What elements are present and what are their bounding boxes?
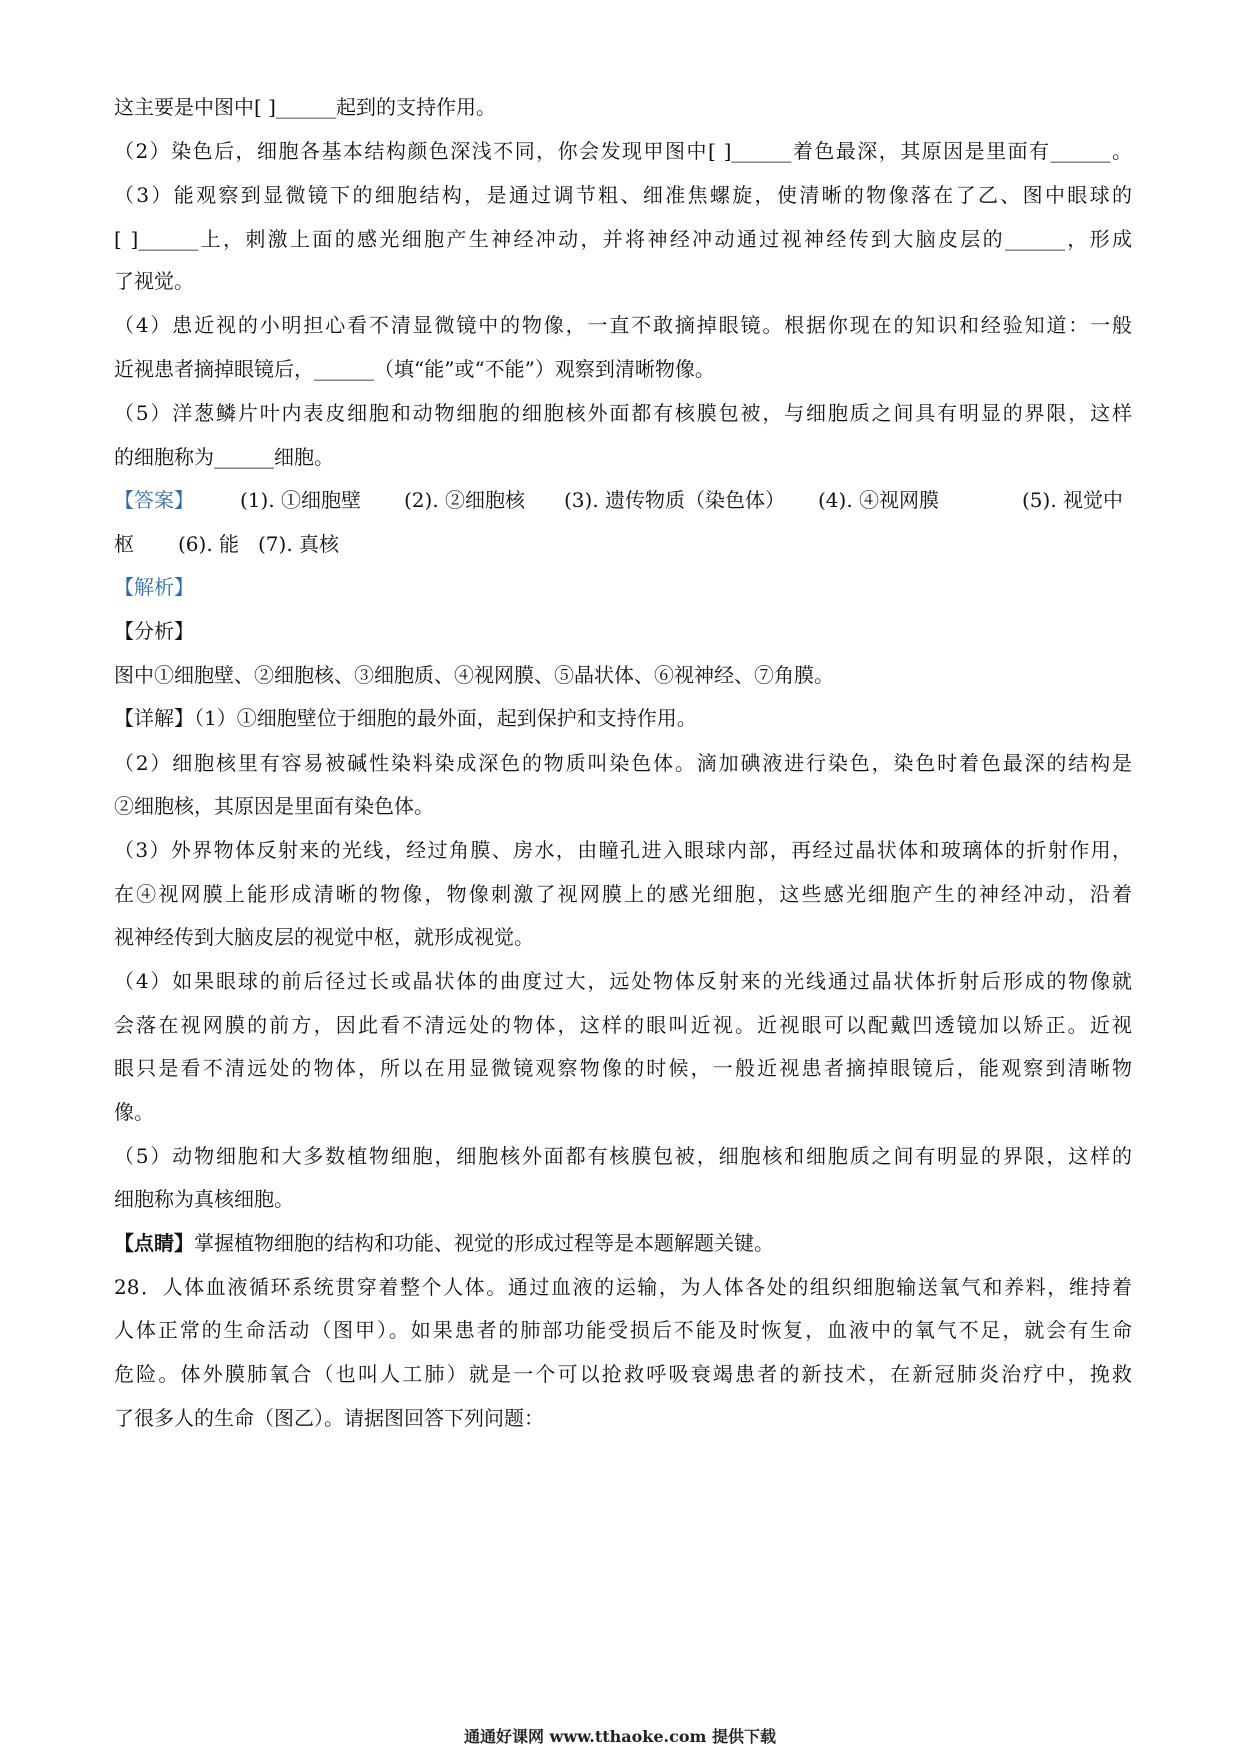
text-line: （3）能观察到显微镜下的细胞结构，是通过调节粗、细准焦螺旋，使清晰的物像落在了乙、图中眼球的 <box>114 183 1132 207</box>
answer-item: (1). ①细胞壁 <box>240 488 362 512</box>
key-point-tag: 【点睛】 <box>114 1231 194 1255</box>
question-line: 危险。体外膜肺氧合（也叫人工肺）就是一个可以抢救呼吸衰竭患者的新技术，在新冠肺炎治疗中，挽救 <box>114 1362 1132 1386</box>
text-line: （4）患近视的小明担心看不清显微镜中的物像，一直不敢摘掉眼镜。根据你现在的知识和经验知道：一般 <box>114 313 1132 337</box>
section-heading: 【分析】 <box>114 619 194 643</box>
text-line: （5）洋葱鳞片叶内表皮细胞和动物细胞的细胞核外面都有核膜包被，与细胞质之间具有明显的界限，这样 <box>114 401 1132 425</box>
answer-tag: 【答案】 <box>114 488 194 512</box>
text-line: 近视患者摘掉眼镜后，______（填“能”或“不能”）观察到清晰物像。 <box>114 357 715 381</box>
key-point-line <box>114 1228 1132 1258</box>
text-line: 视神经传到大脑皮层的视觉中枢，就形成视觉。 <box>114 925 534 949</box>
answer-item: (5). 视觉中 <box>1022 488 1124 512</box>
text-line: （2）染色后，细胞各基本结构颜色深浅不同，你会发现甲图中[ ]______着色最深，其原因是里面有______。 <box>114 139 1132 163</box>
answer-item: (2). ②细胞核 <box>404 488 526 512</box>
text-line: 在④视网膜上能形成清晰的物像，物像刺激了视网膜上的感光细胞，这些感光细胞产生的神经冲动，沿着 <box>114 882 1132 906</box>
text-line: 像。 <box>114 1100 154 1124</box>
answer-item: (3). 遗传物质（染色体） <box>564 488 786 512</box>
answer-line-continued <box>114 529 1132 559</box>
analysis-heading: 【解析】 <box>114 575 194 599</box>
text-line: ②细胞核，其原因是里面有染色体。 <box>114 794 434 818</box>
answer-item: (6). 能 <box>178 532 240 556</box>
text-line: 了视觉。 <box>114 269 194 293</box>
text-line: 图中①细胞壁、②细胞核、③细胞质、④视网膜、⑤晶状体、⑥视神经、⑦角膜。 <box>114 663 834 687</box>
text-line: 眼只是看不清远处的物体，所以在用显微镜观察物像的时候，一般近视患者摘掉眼镜后，能观察到清晰物 <box>114 1056 1132 1080</box>
text-line: 【详解】（1）①细胞壁位于细胞的最外面，起到保护和支持作用。 <box>114 706 697 730</box>
text-line: 这主要是中图中[ ]______起到的支持作用。 <box>114 95 496 119</box>
answer-item: 枢 <box>114 532 134 556</box>
text-line: （3）外界物体反射来的光线，经过角膜、房水，由瞳孔进入眼球内部，再经过晶状体和玻璃体的折射作用， <box>114 838 1132 862</box>
answer-item: (4). ④视网膜 <box>818 488 940 512</box>
text-line: 的细胞称为______细胞。 <box>114 445 334 469</box>
key-point-text: 掌握植物细胞的结构和功能、视觉的形成过程等是本题解题关键。 <box>194 1231 774 1255</box>
text-line: 细胞称为真核细胞。 <box>114 1187 294 1211</box>
text-line: [ ]______上，刺激上面的感光细胞产生神经冲动，并将神经冲动通过视神经传到大脑皮层的______，形成 <box>114 227 1132 251</box>
question-line: 28．人体血液循环系统贯穿着整个人体。通过血液的运输，为人体各处的组织细胞输送氧气和养料，维持着 <box>114 1275 1132 1299</box>
answer-line <box>114 485 1132 515</box>
page-footer: 通通好课网 www.tthaoke.com 提供下载 <box>463 1727 777 1746</box>
text-line: （4）如果眼球的前后径过长或晶状体的曲度过大，远处物体反射来的光线通过晶状体折射后形成的物像就 <box>114 969 1132 993</box>
text-line: （2）细胞核里有容易被碱性染料染成深色的物质叫染色体。滴加碘液进行染色，染色时着色最深的结构是 <box>114 751 1132 775</box>
question-line: 人体正常的生命活动（图甲）。如果患者的肺部功能受损后不能及时恢复，血液中的氧气不足，就会有生命 <box>114 1318 1132 1342</box>
text-line: 会落在视网膜的前方，因此看不清远处的物体，这样的眼叫近视。近视眼可以配戴凹透镜加以矫正。近视 <box>114 1013 1132 1037</box>
question-line: 了很多人的生命（图乙）。请据图回答下列问题： <box>114 1406 544 1430</box>
text-line: （5）动物细胞和大多数植物细胞，细胞核外面都有核膜包被，细胞核和细胞质之间有明显的界限，这样的 <box>114 1144 1132 1168</box>
answer-item: (7). 真核 <box>258 532 340 556</box>
